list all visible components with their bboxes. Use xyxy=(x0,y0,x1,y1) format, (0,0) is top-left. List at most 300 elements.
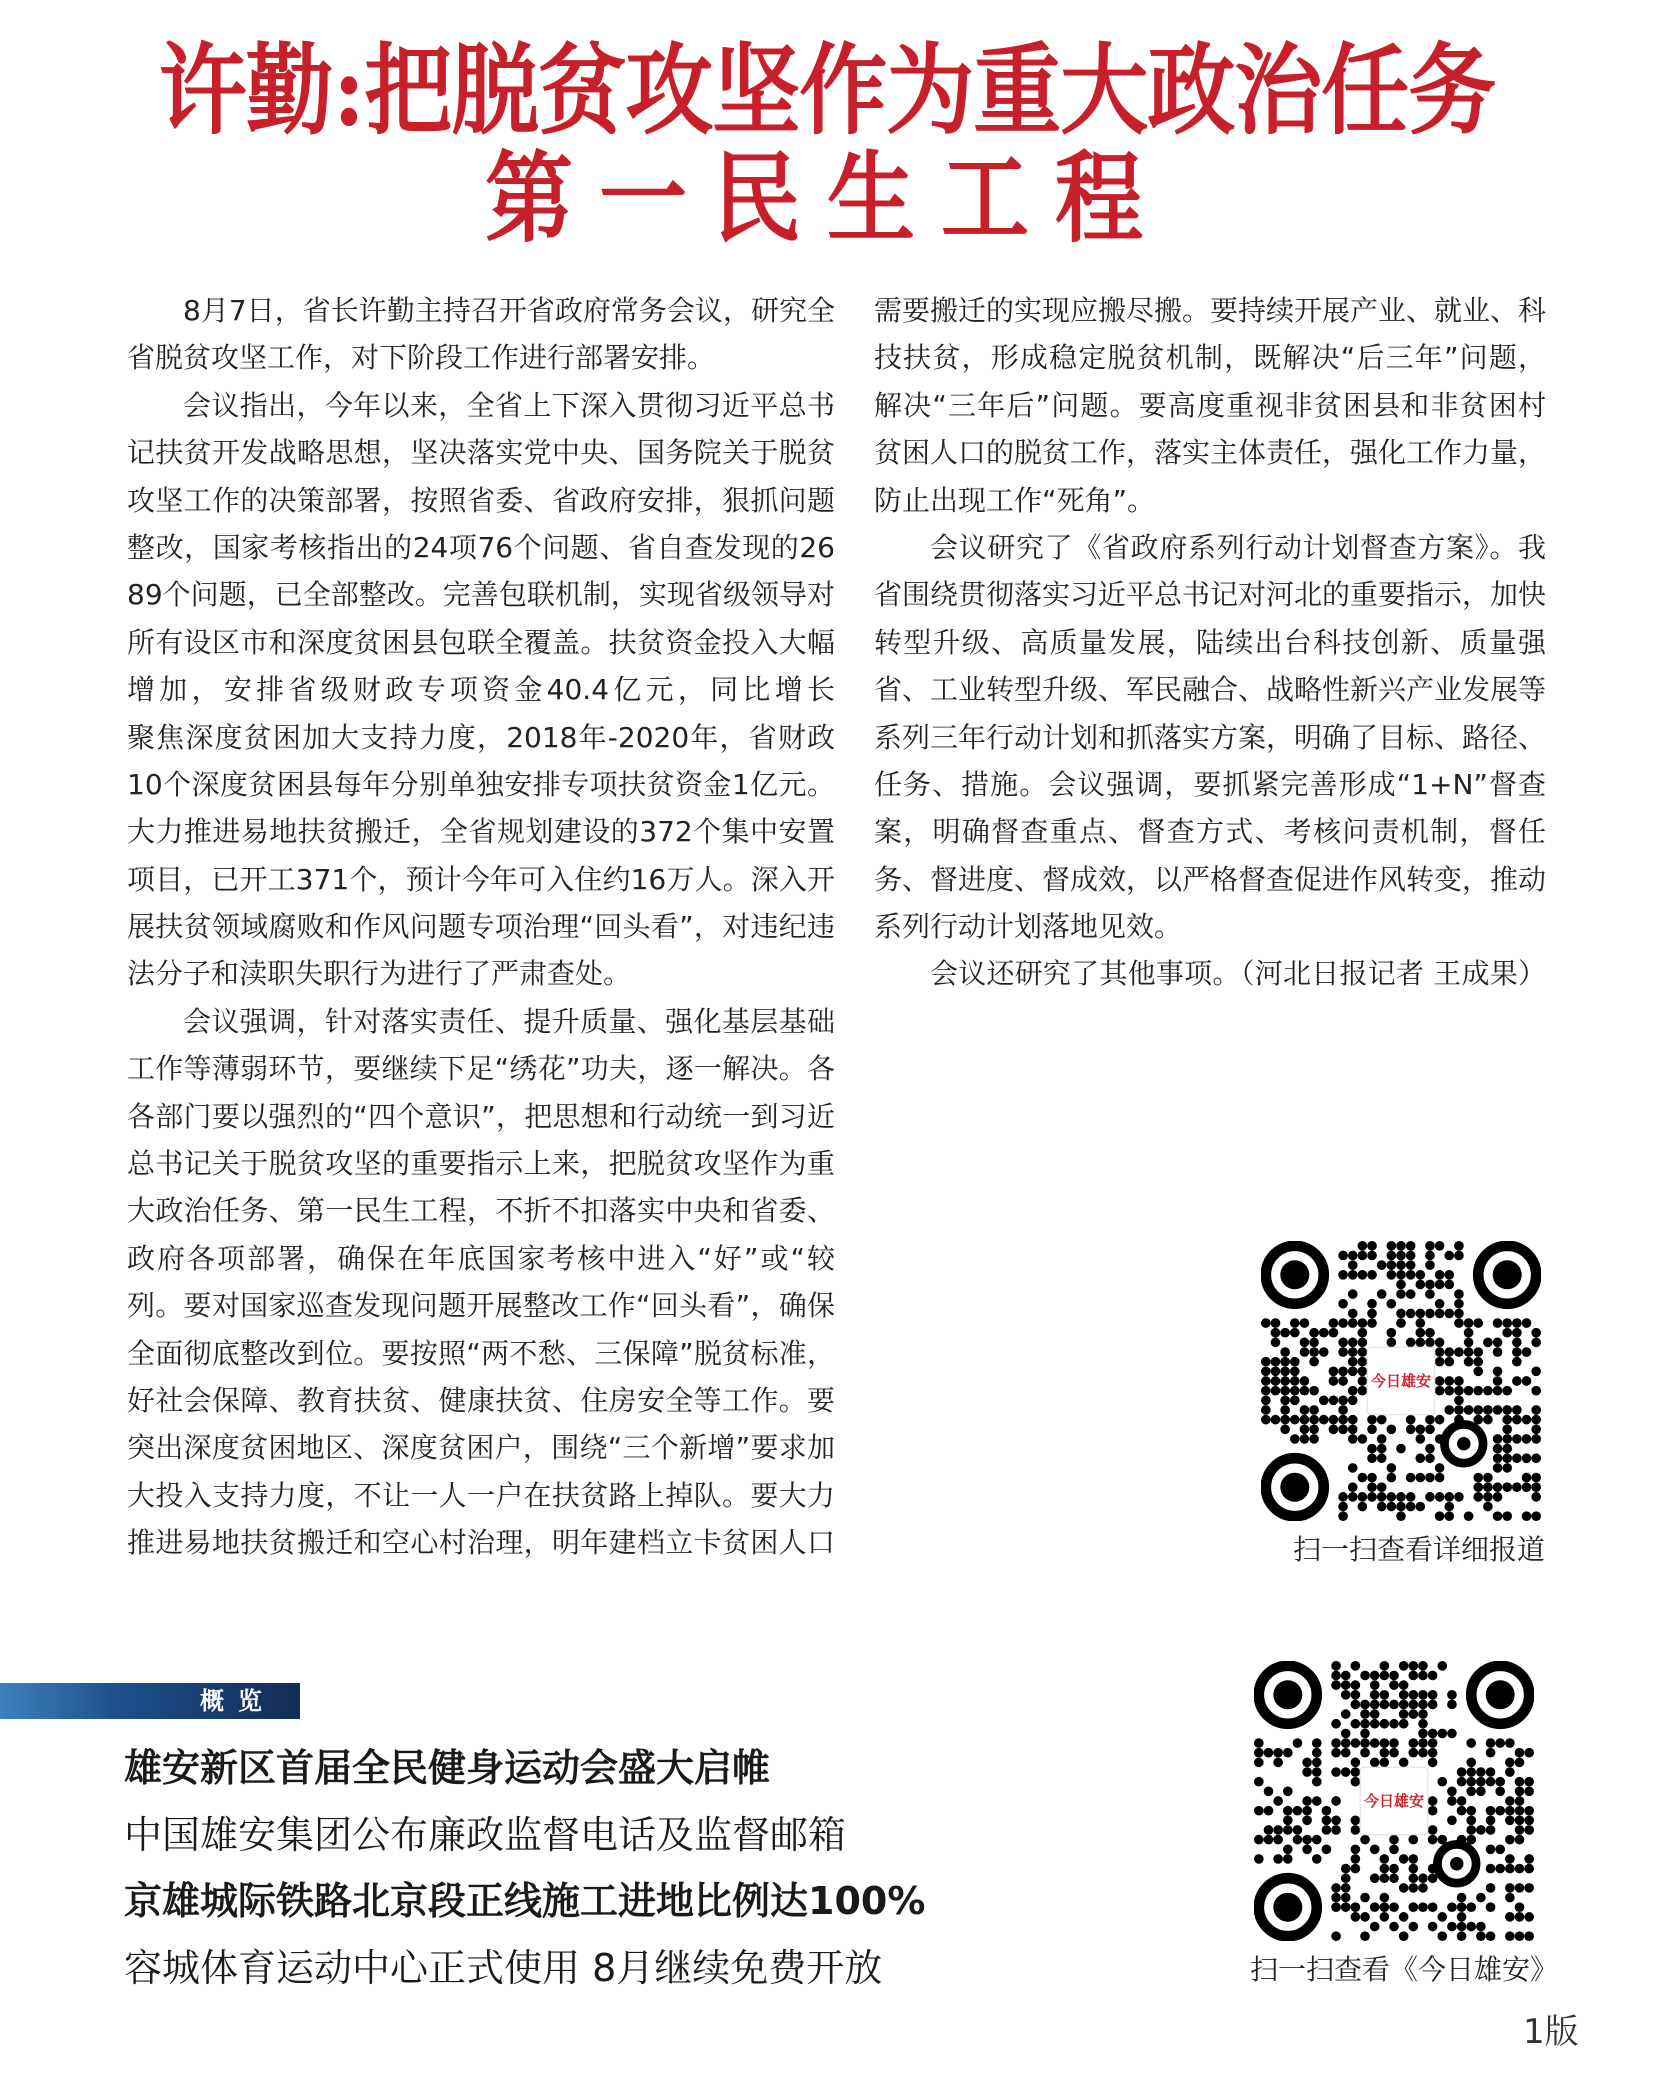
qr-module xyxy=(1466,1767,1476,1777)
qr-module xyxy=(1360,1700,1370,1710)
qr-module xyxy=(1348,1270,1358,1280)
qr-module xyxy=(1348,1309,1358,1319)
qr-module xyxy=(1502,1405,1512,1415)
qr-module xyxy=(1261,1357,1271,1367)
qr-module xyxy=(1389,1835,1399,1845)
qr-module xyxy=(1512,1338,1522,1348)
qr-module xyxy=(1522,1434,1532,1444)
qr-module xyxy=(1524,1931,1534,1941)
qr-module xyxy=(1360,1709,1370,1719)
qr-module xyxy=(1351,1738,1361,1748)
qr-module xyxy=(1338,1318,1348,1328)
qr-module xyxy=(1444,1309,1454,1319)
qr-module xyxy=(1522,1482,1532,1492)
qr-module xyxy=(1380,1893,1390,1903)
qr-module xyxy=(1428,1738,1438,1748)
qr-module xyxy=(1464,1318,1474,1328)
page-number: 1版 xyxy=(1523,2012,1579,2052)
qr-module xyxy=(1300,1318,1310,1328)
qr-module xyxy=(1512,1357,1522,1367)
overview-headline[interactable]: 容城体育运动中心正式使用 8月继续免费开放 xyxy=(124,1946,883,1990)
qr-module xyxy=(1261,1386,1271,1396)
qr-module xyxy=(1425,1492,1435,1502)
qr-module xyxy=(1464,1405,1474,1415)
qr-module xyxy=(1302,1767,1312,1777)
qr-module xyxy=(1338,1415,1348,1425)
qr-module xyxy=(1425,1444,1435,1454)
qr-module xyxy=(1437,1912,1447,1922)
article-line: 政府各项部署，确保在年底国家考核中进入“好”或“较 xyxy=(127,1241,835,1275)
qr-module xyxy=(1524,1825,1534,1835)
qr-module xyxy=(1512,1482,1522,1492)
qr-module xyxy=(1483,1473,1493,1483)
qr-module xyxy=(1261,1405,1271,1415)
qr-module xyxy=(1493,1444,1503,1454)
qr-module xyxy=(1280,1415,1290,1425)
qr-module xyxy=(1425,1424,1435,1434)
qr-module xyxy=(1447,1796,1457,1806)
qr-module xyxy=(1399,1883,1409,1893)
article-line: 大力推进易地扶贫搬迁，全省规划建设的372个集中安置 xyxy=(127,815,835,849)
qr-module xyxy=(1486,1767,1496,1777)
qr-module xyxy=(1377,1502,1387,1512)
qr-module xyxy=(1457,1767,1467,1777)
qr-module xyxy=(1290,1328,1300,1338)
qr-module xyxy=(1341,1883,1351,1893)
qr-module xyxy=(1399,1680,1409,1690)
qr-module xyxy=(1271,1328,1281,1338)
qr-module xyxy=(1351,1767,1361,1777)
qr-module xyxy=(1387,1492,1397,1502)
qr-module xyxy=(1389,1680,1399,1690)
qr-module xyxy=(1493,1453,1503,1463)
qr-module xyxy=(1331,1796,1341,1806)
qr-module xyxy=(1399,1931,1409,1941)
qr-module xyxy=(1290,1357,1300,1367)
qr-module xyxy=(1522,1347,1532,1357)
qr-module xyxy=(1418,1738,1428,1748)
qr-module xyxy=(1389,1738,1399,1748)
qr-module xyxy=(1505,1758,1515,1768)
qr-module xyxy=(1271,1386,1281,1396)
qr-module xyxy=(1493,1511,1503,1521)
qr-module xyxy=(1380,1748,1390,1758)
qr-module xyxy=(1290,1434,1300,1444)
qr-module xyxy=(1280,1357,1290,1367)
qr-module xyxy=(1493,1376,1503,1386)
qr-module xyxy=(1273,1758,1283,1768)
qr-module xyxy=(1396,1492,1406,1502)
article-line: 解决“三年后”问题。要高度重视非贫困县和非贫困村 xyxy=(874,388,1546,422)
qr-module xyxy=(1309,1405,1319,1415)
qr-module xyxy=(1425,1328,1435,1338)
qr-module xyxy=(1312,1854,1322,1864)
qr-module xyxy=(1531,1424,1541,1434)
qr-module xyxy=(1358,1357,1368,1367)
qr-module xyxy=(1444,1376,1454,1386)
qr-module xyxy=(1476,1767,1486,1777)
qr-module xyxy=(1524,1777,1534,1787)
qr-module xyxy=(1464,1347,1474,1357)
qr-module xyxy=(1380,1690,1390,1700)
qr-module xyxy=(1358,1318,1368,1328)
qr-module xyxy=(1341,1893,1351,1903)
qr-module xyxy=(1300,1386,1310,1396)
qr-module xyxy=(1348,1251,1358,1261)
qr-module xyxy=(1322,1815,1332,1825)
qr-module xyxy=(1415,1473,1425,1483)
qr-module xyxy=(1387,1338,1397,1348)
qr-module xyxy=(1406,1492,1416,1502)
qr-module xyxy=(1283,1748,1293,1758)
qr-module xyxy=(1444,1347,1454,1357)
qr-module xyxy=(1505,1893,1515,1903)
qr-module xyxy=(1348,1424,1358,1434)
qr-module xyxy=(1428,1690,1438,1700)
qr-module xyxy=(1358,1473,1368,1483)
qr-module xyxy=(1360,1835,1370,1845)
qr-module xyxy=(1454,1376,1464,1386)
qr-module xyxy=(1331,1825,1341,1835)
qr-module xyxy=(1512,1415,1522,1425)
qr-module xyxy=(1309,1328,1319,1338)
qr-module xyxy=(1389,1902,1399,1912)
qr-module xyxy=(1358,1241,1368,1251)
overview-headline[interactable]: 中国雄安集团公布廉政监督电话及监督邮箱 xyxy=(124,1813,847,1857)
qr-module xyxy=(1425,1251,1435,1261)
qr-module xyxy=(1512,1405,1522,1415)
qr-module xyxy=(1370,1690,1380,1700)
qr-module xyxy=(1418,1700,1428,1710)
qr-module xyxy=(1486,1815,1496,1825)
qr-module xyxy=(1367,1318,1377,1328)
qr-module xyxy=(1522,1415,1532,1425)
qr-module xyxy=(1408,1700,1418,1710)
qr-module xyxy=(1351,1758,1361,1768)
qr-module xyxy=(1399,1854,1409,1864)
qr-module xyxy=(1473,1473,1483,1483)
qr-module xyxy=(1515,1912,1525,1922)
qr-module xyxy=(1428,1796,1438,1806)
qr-finder-dot xyxy=(1273,1893,1302,1922)
article-line: 攻坚工作的决策部署，按照省委、省政府安排，狠抓问题 xyxy=(127,483,835,517)
qr-module xyxy=(1271,1415,1281,1425)
article-line: 省、工业转型升级、军民融合、战略性新兴产业发展等 xyxy=(874,673,1546,707)
qr-module xyxy=(1283,1806,1293,1816)
qr-module xyxy=(1512,1453,1522,1463)
qr-module xyxy=(1524,1806,1534,1816)
qr-module xyxy=(1457,1922,1467,1932)
qr-module xyxy=(1312,1796,1322,1806)
qr-module xyxy=(1476,1893,1486,1903)
qr-module xyxy=(1495,1844,1505,1854)
qr-module xyxy=(1486,1806,1496,1816)
qr-module xyxy=(1505,1854,1515,1864)
qr-module xyxy=(1389,1873,1399,1883)
overview-headline[interactable]: 雄安新区首届全民健身运动会盛大启帷 xyxy=(124,1746,771,1790)
qr-module xyxy=(1502,1386,1512,1396)
article-line: 转型升级、高质量发展，陆续出台科技创新、质量强 xyxy=(874,625,1546,659)
qr-module xyxy=(1370,1873,1380,1883)
qr-module xyxy=(1493,1492,1503,1502)
qr-module xyxy=(1502,1453,1512,1463)
qr-module xyxy=(1377,1289,1387,1299)
qr-module xyxy=(1360,1729,1370,1739)
article-line: 系列行动计划落地见效。 xyxy=(874,910,1183,944)
qr-module xyxy=(1435,1270,1445,1280)
qr-module xyxy=(1428,1902,1438,1912)
qr-module xyxy=(1524,1787,1534,1797)
qr-module xyxy=(1380,1854,1390,1864)
qr-module xyxy=(1358,1270,1368,1280)
qr-module xyxy=(1370,1719,1380,1729)
qr-module xyxy=(1389,1922,1399,1932)
qr-module xyxy=(1331,1815,1341,1825)
qr-code-icon[interactable] xyxy=(1254,1661,1534,1941)
qr-module xyxy=(1377,1492,1387,1502)
qr-module xyxy=(1515,1806,1525,1816)
qr-module xyxy=(1454,1289,1464,1299)
qr-module xyxy=(1254,1738,1264,1748)
qr-module xyxy=(1502,1424,1512,1434)
qr-module xyxy=(1351,1700,1361,1710)
qr-module xyxy=(1531,1415,1541,1425)
article-line: 省围绕贯彻落实习近平总书记对河北的重要指示，加快 xyxy=(874,578,1546,612)
qr-module xyxy=(1454,1395,1464,1405)
qr-module xyxy=(1360,1671,1370,1681)
qr-module xyxy=(1341,1902,1351,1912)
qr-module xyxy=(1428,1748,1438,1758)
qr-module xyxy=(1312,1738,1322,1748)
qr-module xyxy=(1322,1806,1332,1816)
overview-headline[interactable]: 京雄城际铁路北京段正线施工进地比例达100% xyxy=(124,1879,926,1923)
qr-module xyxy=(1505,1815,1515,1825)
qr-module xyxy=(1486,1931,1496,1941)
qr-module xyxy=(1486,1738,1496,1748)
qr-module xyxy=(1418,1690,1428,1700)
qr-logo-today-xiongan: 今日雄安 xyxy=(1363,1792,1425,1810)
qr-module xyxy=(1387,1299,1397,1309)
qr-module xyxy=(1425,1338,1435,1348)
qr-module xyxy=(1309,1347,1319,1357)
qr-module xyxy=(1531,1386,1541,1396)
qr-module xyxy=(1428,1922,1438,1932)
qr-module xyxy=(1515,1931,1525,1941)
qr-module xyxy=(1457,1796,1467,1806)
qr-module xyxy=(1341,1748,1351,1758)
qr-module xyxy=(1505,1738,1515,1748)
qr-module xyxy=(1435,1463,1445,1473)
qr-module xyxy=(1264,1748,1274,1758)
qr-module xyxy=(1502,1318,1512,1328)
headline-line-1: 许勤:把脱贫攻坚作为重大政治任务 xyxy=(158,31,1496,149)
qr-module xyxy=(1312,1835,1322,1845)
qr-module xyxy=(1408,1873,1418,1883)
qr-code-icon[interactable] xyxy=(1261,1241,1541,1521)
qr-module xyxy=(1360,1719,1370,1729)
qr-module xyxy=(1290,1376,1300,1386)
qr-module xyxy=(1531,1367,1541,1377)
qr-module xyxy=(1473,1405,1483,1415)
qr-module xyxy=(1425,1289,1435,1299)
qr-module xyxy=(1425,1280,1435,1290)
qr-module xyxy=(1370,1902,1380,1912)
qr-module xyxy=(1486,1825,1496,1835)
qr-module xyxy=(1522,1473,1532,1483)
qr-module xyxy=(1437,1661,1447,1671)
qr-module xyxy=(1444,1502,1454,1512)
qr-module xyxy=(1406,1424,1416,1434)
qr-module xyxy=(1338,1251,1348,1261)
qr-module xyxy=(1435,1338,1445,1348)
qr-module xyxy=(1348,1260,1358,1270)
qr-module xyxy=(1428,1700,1438,1710)
qr-module xyxy=(1435,1386,1445,1396)
qr-module xyxy=(1367,1453,1377,1463)
qr-module xyxy=(1312,1758,1322,1768)
qr-module xyxy=(1435,1347,1445,1357)
qr-module xyxy=(1302,1835,1312,1845)
qr-module xyxy=(1415,1338,1425,1348)
qr-module xyxy=(1309,1415,1319,1425)
qr-module xyxy=(1367,1492,1377,1502)
qr-module xyxy=(1515,1777,1525,1787)
qr-module xyxy=(1338,1492,1348,1502)
qr-module xyxy=(1387,1502,1397,1512)
qr-module xyxy=(1312,1748,1322,1758)
qr-module xyxy=(1454,1347,1464,1357)
qr-module xyxy=(1329,1328,1339,1338)
qr-module xyxy=(1389,1864,1399,1874)
qr-module xyxy=(1329,1415,1339,1425)
qr-module xyxy=(1454,1309,1464,1319)
qr-module xyxy=(1338,1299,1348,1309)
article-line: 好社会保障、教育扶贫、健康扶贫、住房安全等工作。要 xyxy=(127,1383,835,1417)
article-line: 省脱贫攻坚工作，对下阶段工作进行部署安排。 xyxy=(127,341,716,375)
qr-caption-detail-report: 扫一扫查看详细报道 xyxy=(1293,1533,1546,1566)
qr-finder-dot xyxy=(1493,1260,1522,1289)
qr-module xyxy=(1280,1376,1290,1386)
qr-module xyxy=(1418,1709,1428,1719)
qr-module xyxy=(1425,1241,1435,1251)
qr-logo-today-xiongan: 今日雄安 xyxy=(1370,1372,1432,1390)
qr-module xyxy=(1502,1482,1512,1492)
qr-module xyxy=(1309,1424,1319,1434)
qr-module xyxy=(1447,1815,1457,1825)
qr-module xyxy=(1338,1347,1348,1357)
qr-module xyxy=(1293,1825,1303,1835)
qr-module xyxy=(1457,1806,1467,1816)
article-line: 突出深度贫困地区、深度贫困户，围绕“三个新增”要求加 xyxy=(127,1431,835,1465)
qr-module xyxy=(1322,1825,1332,1835)
qr-module xyxy=(1338,1502,1348,1512)
qr-module xyxy=(1351,1825,1361,1835)
qr-module xyxy=(1505,1767,1515,1777)
article-line: 聚焦深度贫困加大支持力度，2018年-2020年，省财政 xyxy=(127,720,835,754)
qr-module xyxy=(1531,1338,1541,1348)
qr-module xyxy=(1502,1328,1512,1338)
qr-module xyxy=(1505,1835,1515,1845)
qr-module xyxy=(1399,1661,1409,1671)
qr-module xyxy=(1466,1758,1476,1768)
article-line: 会议研究了《省政府系列行动计划督查方案》。我 xyxy=(930,530,1546,564)
qr-caption-today-xiongan: 扫一扫查看《今日雄安》 xyxy=(1250,1953,1559,1986)
qr-module xyxy=(1524,1912,1534,1922)
qr-module xyxy=(1425,1453,1435,1463)
article-line: 防止出现工作“死角”。 xyxy=(874,483,1156,517)
qr-finder-dot xyxy=(1280,1473,1309,1502)
qr-module xyxy=(1476,1922,1486,1932)
qr-module xyxy=(1464,1328,1474,1338)
qr-module xyxy=(1300,1376,1310,1386)
qr-module xyxy=(1358,1347,1368,1357)
qr-module xyxy=(1290,1395,1300,1405)
qr-module xyxy=(1341,1671,1351,1681)
qr-module xyxy=(1341,1729,1351,1739)
qr-module xyxy=(1505,1864,1515,1874)
qr-module xyxy=(1464,1357,1474,1367)
article-line: 会议指出，今年以来，全省上下深入贯彻习近平总书 xyxy=(183,388,835,422)
qr-module xyxy=(1524,1864,1534,1874)
qr-module xyxy=(1331,1767,1341,1777)
qr-module xyxy=(1377,1482,1387,1492)
qr-module xyxy=(1331,1893,1341,1903)
qr-module xyxy=(1261,1415,1271,1425)
qr-module xyxy=(1273,1748,1283,1758)
qr-module xyxy=(1486,1883,1496,1893)
qr-module xyxy=(1408,1671,1418,1681)
qr-module xyxy=(1254,1758,1264,1768)
qr-module xyxy=(1283,1787,1293,1797)
qr-module xyxy=(1338,1395,1348,1405)
qr-module xyxy=(1406,1415,1416,1425)
article-right-column xyxy=(874,287,1546,998)
qr-module xyxy=(1396,1251,1406,1261)
qr-module xyxy=(1380,1700,1390,1710)
qr-module xyxy=(1300,1424,1310,1434)
qr-module xyxy=(1254,1806,1264,1816)
qr-module xyxy=(1466,1902,1476,1912)
qr-module xyxy=(1486,1777,1496,1787)
qr-module xyxy=(1338,1424,1348,1434)
qr-module xyxy=(1348,1357,1358,1367)
qr-module xyxy=(1473,1482,1483,1492)
article-line: 列。要对国家巡查发现问题开展整改工作“回头看”，确保 xyxy=(127,1289,835,1323)
qr-module xyxy=(1408,1883,1418,1893)
qr-module xyxy=(1300,1434,1310,1444)
article-line: 需要搬迁的实现应搬尽搬。要持续开展产业、就业、科 xyxy=(874,294,1546,327)
qr-module xyxy=(1261,1395,1271,1405)
qr-module xyxy=(1435,1241,1445,1251)
qr-module xyxy=(1380,1873,1390,1883)
qr-module xyxy=(1331,1748,1341,1758)
qr-module xyxy=(1425,1473,1435,1483)
qr-module xyxy=(1466,1825,1476,1835)
qr-module xyxy=(1283,1844,1293,1854)
article-left-column xyxy=(127,287,835,1567)
qr-module xyxy=(1428,1835,1438,1845)
qr-module xyxy=(1483,1338,1493,1348)
qr-module xyxy=(1264,1835,1274,1845)
qr-module xyxy=(1447,1787,1457,1797)
qr-module xyxy=(1358,1386,1368,1396)
qr-module xyxy=(1415,1328,1425,1338)
qr-module xyxy=(1387,1251,1397,1261)
qr-module xyxy=(1341,1680,1351,1690)
qr-module xyxy=(1360,1738,1370,1748)
article-line: 全面彻底整改到位。要按照“两不愁、三保障”脱贫标准， xyxy=(127,1336,835,1370)
qr-module xyxy=(1254,1748,1264,1758)
